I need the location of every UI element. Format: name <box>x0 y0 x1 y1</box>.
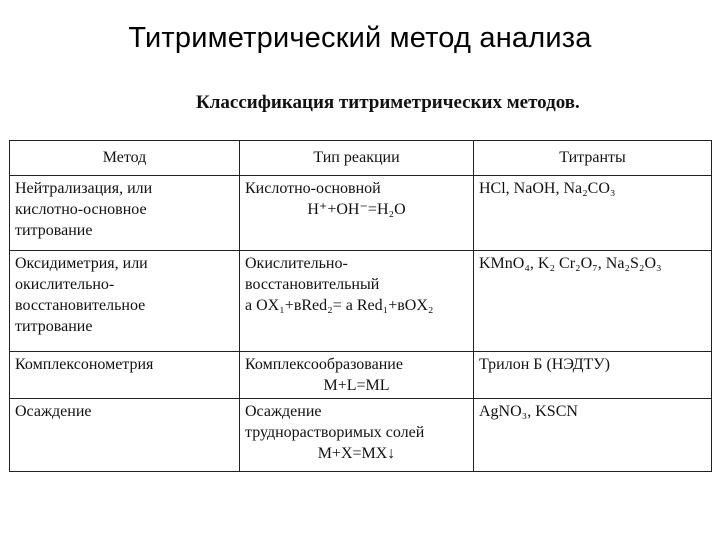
cell-line: титрование <box>15 318 93 335</box>
cell-method <box>10 352 240 399</box>
cell-line: восстановительный <box>245 276 380 293</box>
cell-line: Кислотно-основной <box>245 180 381 197</box>
header-method: Метод <box>10 141 240 176</box>
cell-line: труднорастворимых солей <box>245 424 425 441</box>
table-row <box>10 352 712 399</box>
header-reaction-type: Тип реакции <box>240 141 474 176</box>
cell-line: Осаждение <box>245 403 322 420</box>
cell-line: окислительно- <box>15 276 115 293</box>
classification-table <box>9 140 712 472</box>
cell-method <box>10 399 240 472</box>
cell-method <box>10 251 240 352</box>
cell-line: Оксидиметрия, или <box>15 255 148 272</box>
table-row <box>10 399 712 472</box>
table-header-row <box>10 141 712 176</box>
cell-line: титрование <box>15 222 93 239</box>
table-caption: Классификация титриметрических методов. <box>196 92 580 113</box>
cell-line: Комплексонометрия <box>15 356 154 373</box>
cell-line: HCl, NaOH, Na₂CO₃ <box>479 180 616 197</box>
cell-titrants <box>474 251 712 352</box>
reaction-equation: M+X=MX↓ <box>317 445 396 462</box>
slide-title: Титриметрический метод анализа <box>128 22 592 54</box>
table-row <box>10 251 712 352</box>
cell-line: восстановительное <box>15 297 146 314</box>
cell-reaction <box>240 352 474 399</box>
reaction-equation: H⁺+OH⁻=H₂O <box>307 201 406 218</box>
cell-line: Трилон Б (НЭДТУ) <box>479 356 610 373</box>
table-row <box>10 176 712 251</box>
reaction-equation: M+L=ML <box>323 377 390 394</box>
cell-line: AgNO₃, KSCN <box>479 403 578 420</box>
cell-reaction <box>240 399 474 472</box>
cell-line: Комплексообразование <box>245 356 403 373</box>
reaction-equation: a OX₁+вRed₂= a Red₁+вOX₂ <box>245 297 434 314</box>
cell-line: Осаждение <box>15 403 92 420</box>
cell-line: Окислительно- <box>245 255 348 272</box>
cell-method <box>10 176 240 251</box>
cell-line: кислотно-основное <box>15 201 147 218</box>
cell-titrants <box>474 352 712 399</box>
cell-line: Нейтрализация, или <box>15 180 153 197</box>
cell-line: KMnO₄, K₂ Cr₂O₇, Na₂S₂O₃ <box>479 255 662 272</box>
cell-reaction <box>240 251 474 352</box>
header-titrants: Титранты <box>474 141 712 176</box>
cell-titrants <box>474 399 712 472</box>
cell-reaction <box>240 176 474 251</box>
cell-titrants <box>474 176 712 251</box>
